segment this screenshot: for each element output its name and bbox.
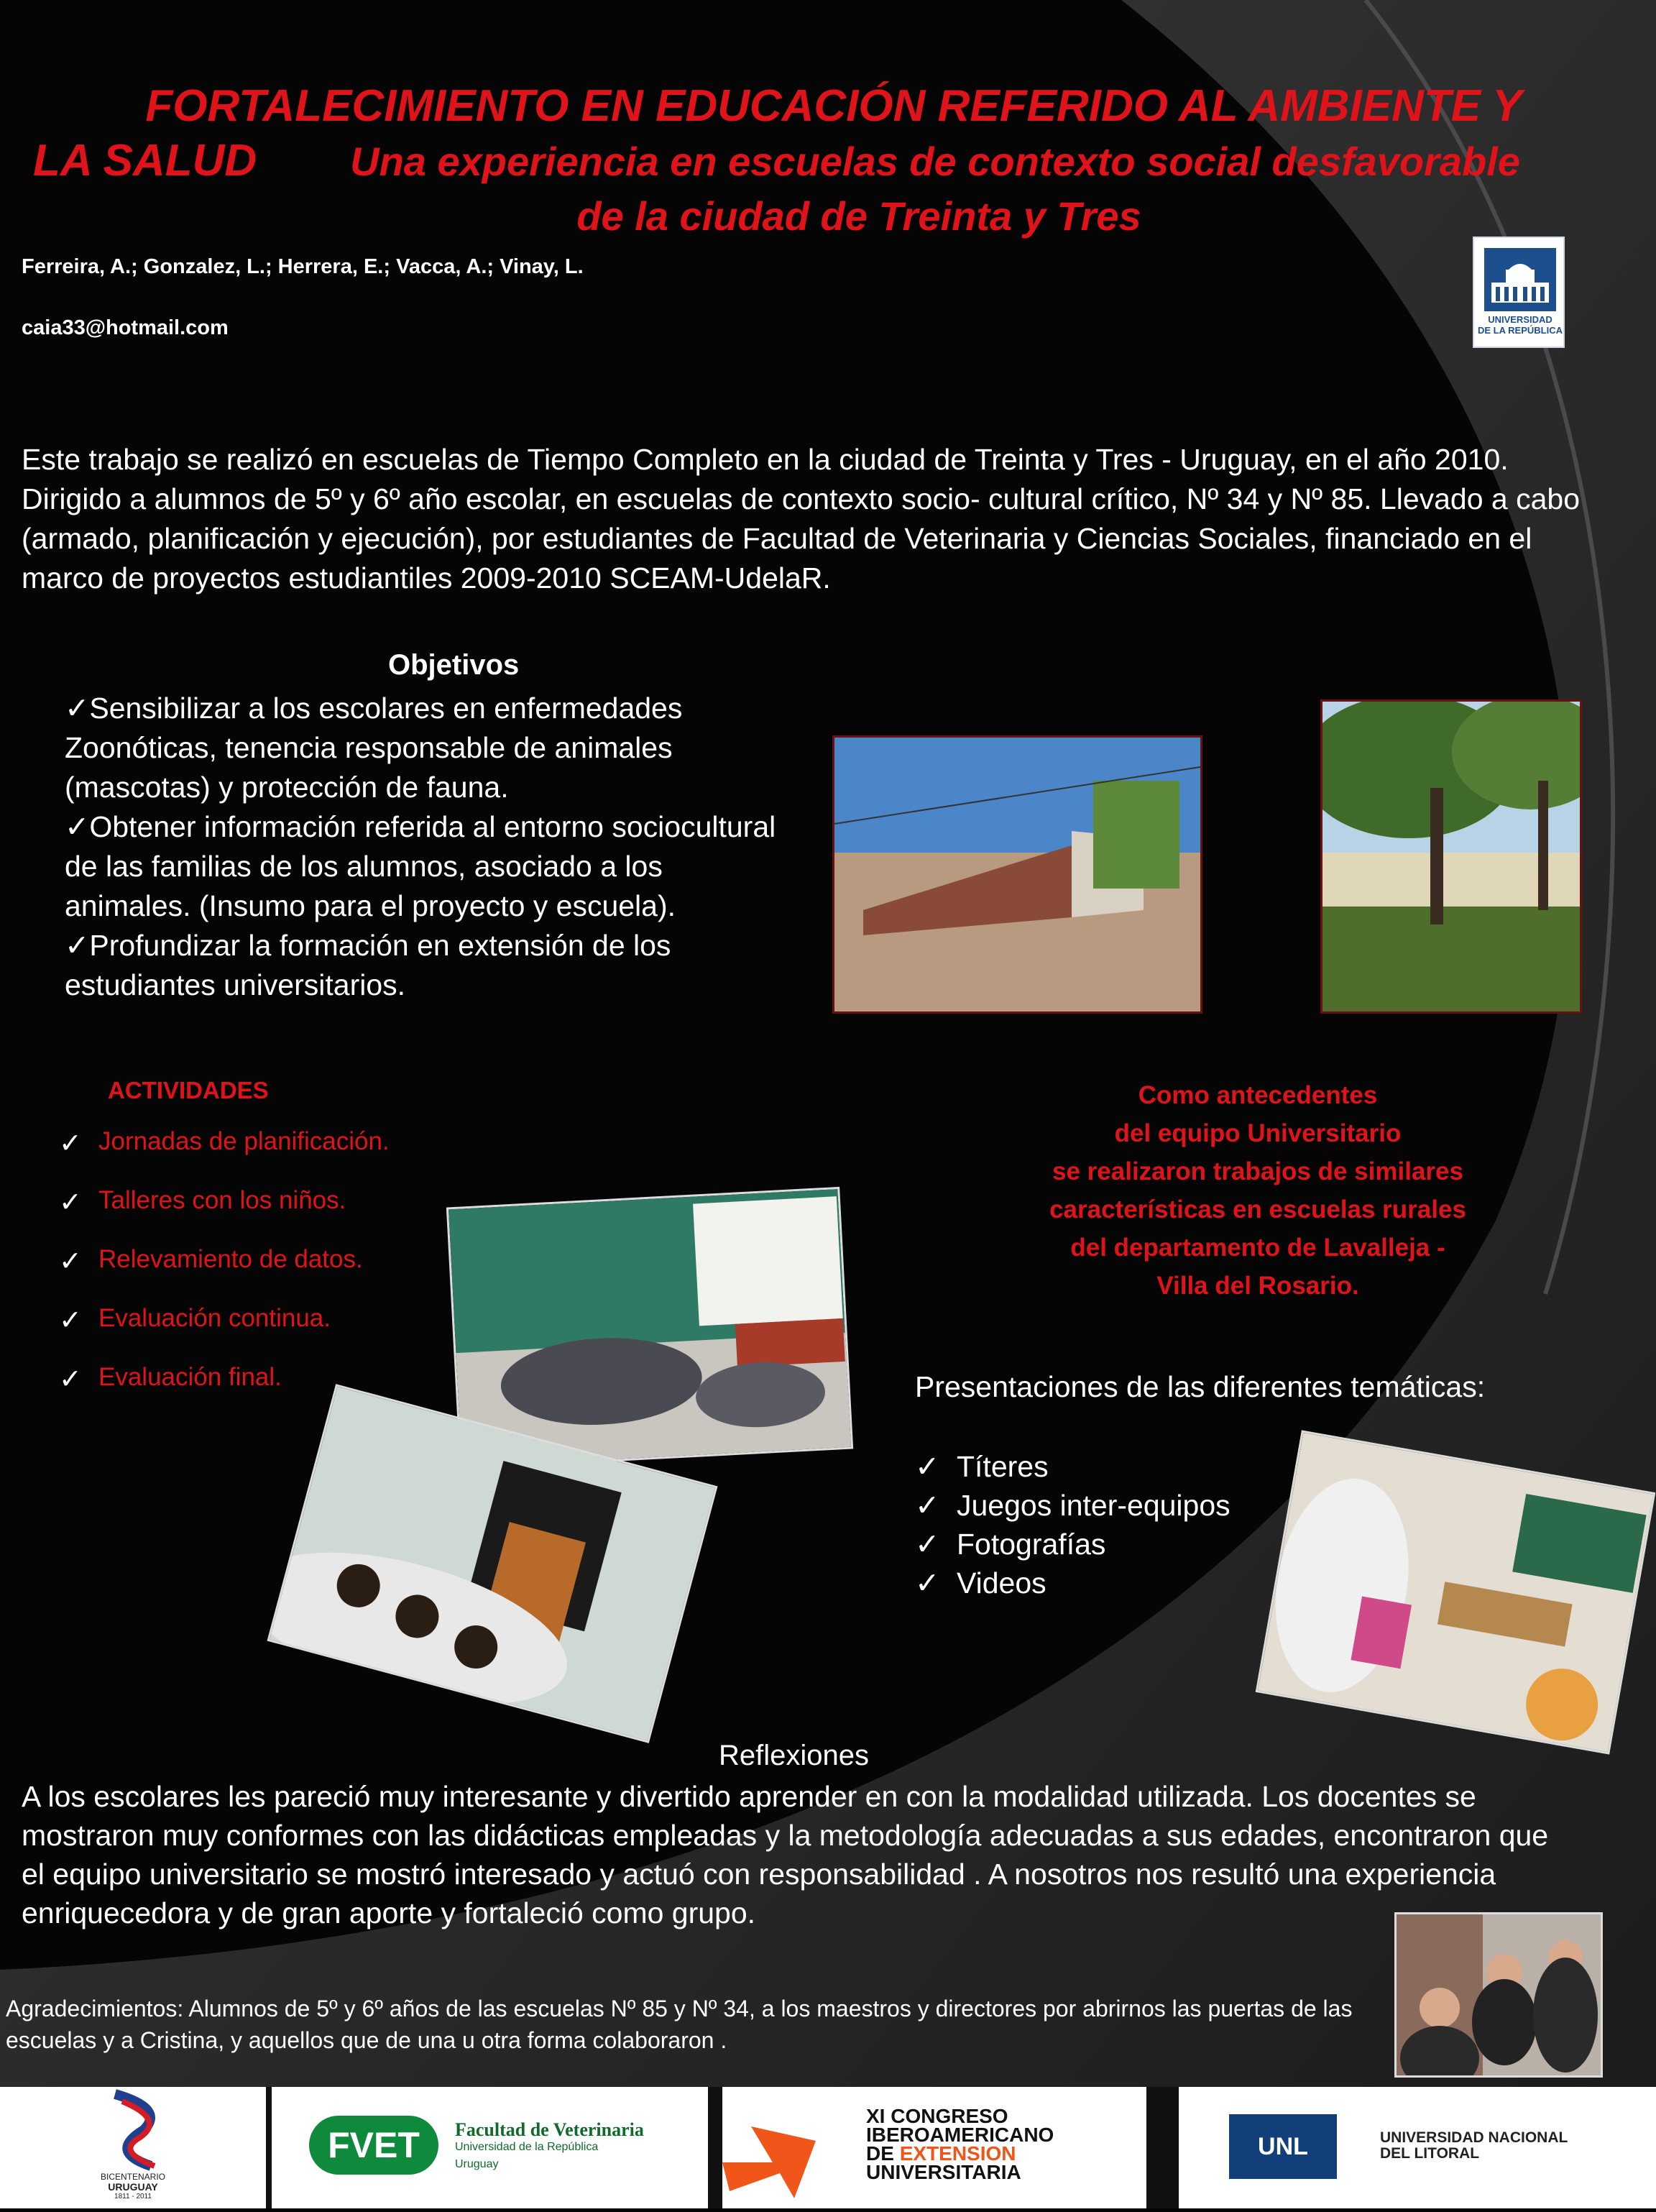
- bicentenario-line-2: URUGUAY: [108, 2181, 158, 2193]
- unl-line-1: UNIVERSIDAD NACIONAL: [1380, 2129, 1568, 2146]
- photo-schoolyard: [1320, 699, 1582, 1014]
- photo-classroom-workshop: [446, 1187, 853, 1469]
- intro-paragraph: Este trabajo se realizó en escuelas de Tiempo Completo en la ciudad de Treinta y Tres - Uruguay, en el año 2010. Dirigido a alumnos de 5º y 6º año escolar, en escuelas de contexto socio- cultural crítico, Nº 34 y Nº 85. Llevado a cabo (armado, planificación y ejecución), por estudiantes de Facultad de Veterinaria y Ciencias Sociales, financiado en el marco de proyectos estudiantiles 2009-2010 SCEAM-UdelaR.: [22, 443, 1581, 595]
- fvet-badge: FVET: [309, 2116, 438, 2175]
- check-icon: ✓: [59, 1129, 82, 1159]
- objetivo-item: ✓Sensibilizar a los escolares en enfermedades Zoonóticas, tenencia responsable de animales (mascotas) y protección de fauna.: [65, 692, 683, 804]
- congreso-line-2: IBEROAMERICANO: [866, 2124, 1054, 2146]
- building-icon: [1484, 248, 1556, 311]
- reflexiones-heading: Reflexiones: [719, 1740, 870, 1771]
- title-line-1: FORTALECIMIENTO EN EDUCACIÓN REFERIDO AL AMBIENTE Y: [145, 81, 1522, 131]
- congreso-line-4: UNIVERSITARIA: [866, 2161, 1021, 2183]
- authors: Ferreira, A.; Gonzalez, L.; Herrera, E.; Vacca, A.; Vinay, L.: [22, 255, 584, 278]
- actividades-heading: ACTIVIDADES: [108, 1077, 269, 1103]
- logo-bicentenario: [0, 2087, 266, 2208]
- unl-badge: UNL: [1229, 2114, 1337, 2179]
- check-icon: ✓: [65, 692, 90, 725]
- presentacion-item: ✓ Videos: [915, 1564, 1230, 1602]
- check-icon: ✓: [65, 810, 90, 843]
- check-icon: ✓: [59, 1188, 82, 1218]
- check-icon: ✓: [59, 1247, 82, 1277]
- title-main-part: LA SALUD: [33, 136, 257, 185]
- objetivo-item: ✓Profundizar la formación en extensión de los estudiantes universitarios.: [65, 929, 671, 1001]
- udelar-logo-line-1: UNIVERSIDAD: [1488, 314, 1552, 325]
- actividades-list: [59, 1127, 390, 1422]
- actividad-item: ✓ Relevamiento de datos.: [59, 1245, 363, 1277]
- arrow-icon: [722, 2112, 816, 2198]
- contact-email[interactable]: caia33@hotmail.com: [22, 316, 229, 339]
- antecedentes-note: Como antecedentes del equipo Universitario se realizaron trabajos de similares características en escuelas rurales del departamento de Lavalleja - Villa del Rosario.: [1049, 1081, 1466, 1300]
- presentaciones-heading: Presentaciones de las diferentes temáticas:: [915, 1370, 1486, 1403]
- congreso-line-3: DE EXTENSION: [866, 2142, 1016, 2165]
- presentacion-item: ✓ Fotografías: [915, 1525, 1230, 1564]
- logo-fvet: [272, 2087, 708, 2208]
- logo-unl: [1179, 2087, 1656, 2208]
- title-line-2: [29, 134, 1639, 189]
- photo-school-building: [832, 735, 1202, 1014]
- reflexiones-paragraph: A los escolares les pareció muy interesante y divertido aprender en con la modalidad utilizada. Los docentes se mostraron muy conformes con las didácticas empleadas y la metodología adecuadas a sus edades, encontraron que el equipo universitario se mostró interesado y actuó con responsabilidad . A nosotros nos resultó una experiencia enriquecedora y de gran aporte y fortaleció como grupo.: [22, 1780, 1549, 1929]
- actividad-item: ✓ Evaluación continua.: [59, 1304, 331, 1336]
- bicentenario-line-3: 1811 - 2011: [114, 2193, 152, 2200]
- congreso-line-1: XI CONGRESO: [866, 2105, 1008, 2127]
- actividad-item: ✓ Jornadas de planificación.: [59, 1127, 390, 1159]
- udelar-logo-line-2: DE LA REPÚBLICA: [1478, 325, 1563, 336]
- bicentenario-line-1: BICENTENARIO: [100, 2172, 165, 2182]
- check-icon: ✓: [915, 1566, 940, 1600]
- check-icon: ✓: [915, 1450, 940, 1483]
- fvet-line-3: Uruguay: [455, 2158, 499, 2170]
- check-icon: ✓: [915, 1489, 940, 1522]
- logo-congreso-extension: [722, 2087, 1146, 2208]
- check-icon: ✓: [59, 1305, 82, 1336]
- agradecimientos: Agradecimientos: Alumnos de 5º y 6º años de las escuelas Nº 85 y Nº 34, a los maestros y directores por abrirnos las puertas de las escuelas y a Cristina, y aquellos que de una u otra forma colaboraron .: [6, 1996, 1353, 2053]
- fvet-line-2: Universidad de la República: [455, 2141, 599, 2153]
- objetivos-heading: Objetivos: [388, 649, 520, 681]
- actividad-item: ✓ Talleres con los niños.: [59, 1186, 346, 1218]
- photo-team: [1394, 1912, 1603, 2078]
- footer-logos: [0, 2087, 1656, 2208]
- actividad-item: ✓ Evaluación final.: [59, 1363, 282, 1395]
- check-icon: ✓: [915, 1528, 940, 1561]
- check-icon: ✓: [65, 929, 90, 962]
- title-subtitle: Una experiencia en escuelas de contexto social desfavorable: [350, 139, 1520, 184]
- objetivos-list: [65, 689, 783, 1005]
- title-line-3: de la ciudad de Treinta y Tres: [576, 193, 1141, 239]
- fvet-line-1: Facultad de Veterinaria: [455, 2119, 644, 2140]
- udelar-logo: [1473, 237, 1565, 348]
- presentacion-item: ✓ Juegos inter-equipos: [915, 1486, 1230, 1525]
- objetivo-item: ✓Obtener información referida al entorno sociocultural de las familias de los alumnos, asociado a los animales. (Insumo para el proyecto y escuela).: [65, 810, 776, 922]
- poster-title: [29, 79, 1639, 244]
- presentacion-item: ✓ Títeres: [915, 1447, 1230, 1486]
- presentaciones-list: [915, 1447, 1230, 1602]
- check-icon: ✓: [59, 1364, 82, 1395]
- unl-line-2: DEL LITORAL: [1380, 2145, 1480, 2162]
